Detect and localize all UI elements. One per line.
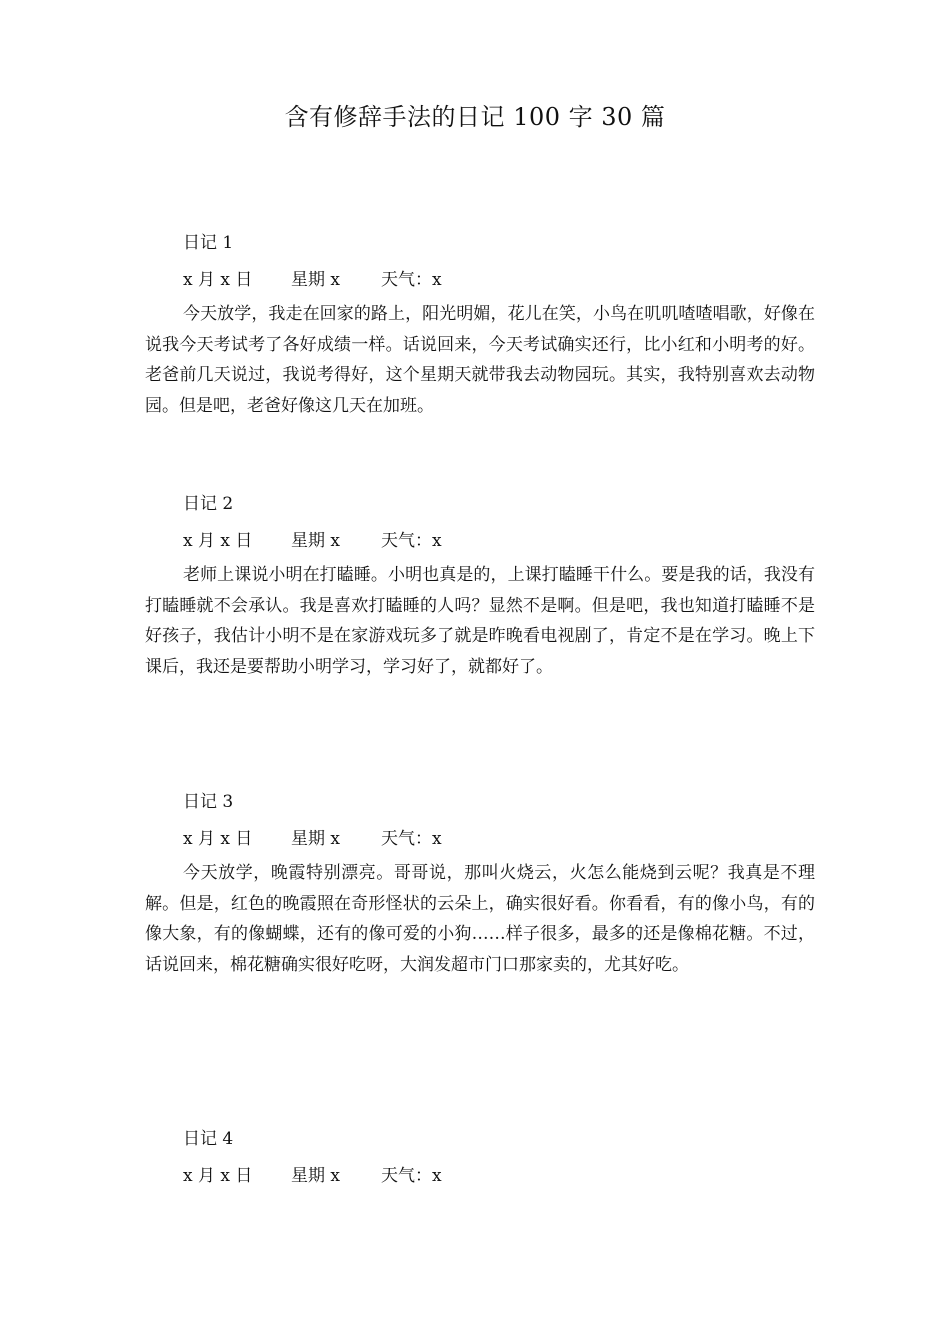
entry-date: x 月 x 日 bbox=[183, 1166, 253, 1186]
diary-entry bbox=[145, 232, 815, 421]
entry-heading: 日记 3 bbox=[183, 792, 234, 812]
diary-entry bbox=[145, 791, 815, 980]
entry-weather: 天气：x bbox=[381, 1166, 442, 1186]
entry-meta bbox=[183, 530, 815, 552]
entry-weather: 天气：x bbox=[381, 270, 442, 290]
diary-entry bbox=[145, 1128, 815, 1195]
entry-meta bbox=[183, 269, 815, 291]
entry-date: x 月 x 日 bbox=[183, 829, 253, 849]
entry-date: x 月 x 日 bbox=[183, 270, 253, 290]
entry-weekday: 星期 x bbox=[291, 531, 340, 551]
entry-body: 今天放学，我走在回家的路上，阳光明媚，花儿在笑，小鸟在叽叽喳喳唱歌，好像在说我今天考试考了各好成绩一样。话说回来，今天考试确实还行，比小红和小明考的好。老爸前几天说过，我说考得好，这个星期天就带我去动物园玩。其实，我特别喜欢去动物园。但是吧，老爸好像这几天在加班。 bbox=[145, 304, 815, 416]
entry-heading: 日记 2 bbox=[183, 494, 234, 514]
entry-heading: 日记 1 bbox=[183, 233, 234, 253]
entry-weather: 天气：x bbox=[381, 531, 442, 551]
entry-body: 老师上课说小明在打瞌睡。小明也真是的，上课打瞌睡干什么。要是我的话，我没有打瞌睡就不会承认。我是喜欢打瞌睡的人吗？显然不是啊。但是吧，我也知道打瞌睡不是好孩子，我估计小明不是在家游戏玩多了就是昨晚看电视剧了，肯定不是在学习。晚上下课后，我还是要帮助小明学习，学习好了，就都好了。 bbox=[145, 565, 815, 677]
entry-meta bbox=[183, 828, 815, 850]
entry-date: x 月 x 日 bbox=[183, 531, 253, 551]
entry-weekday: 星期 x bbox=[291, 1166, 340, 1186]
document-title: 含有修辞手法的日记 100 字 30 篇 bbox=[284, 103, 666, 131]
diary-entry bbox=[145, 493, 815, 682]
entry-weather: 天气：x bbox=[381, 829, 442, 849]
entry-weekday: 星期 x bbox=[291, 270, 340, 290]
entry-weekday: 星期 x bbox=[291, 829, 340, 849]
entry-meta bbox=[183, 1165, 815, 1187]
entry-heading: 日记 4 bbox=[183, 1129, 234, 1149]
entry-body: 今天放学，晚霞特别漂亮。哥哥说，那叫火烧云，火怎么能烧到云呢？我真是不理解。但是，红色的晚霞照在奇形怪状的云朵上，确实很好看。你看看，有的像小鸟，有的像大象，有的像蝴蝶，还有的像可爱的小狗……样子很多，最多的还是像棉花糖。不过，话说回来，棉花糖确实很好吃呀，大润发超市门口那家卖的，尤其好吃。 bbox=[145, 863, 815, 975]
